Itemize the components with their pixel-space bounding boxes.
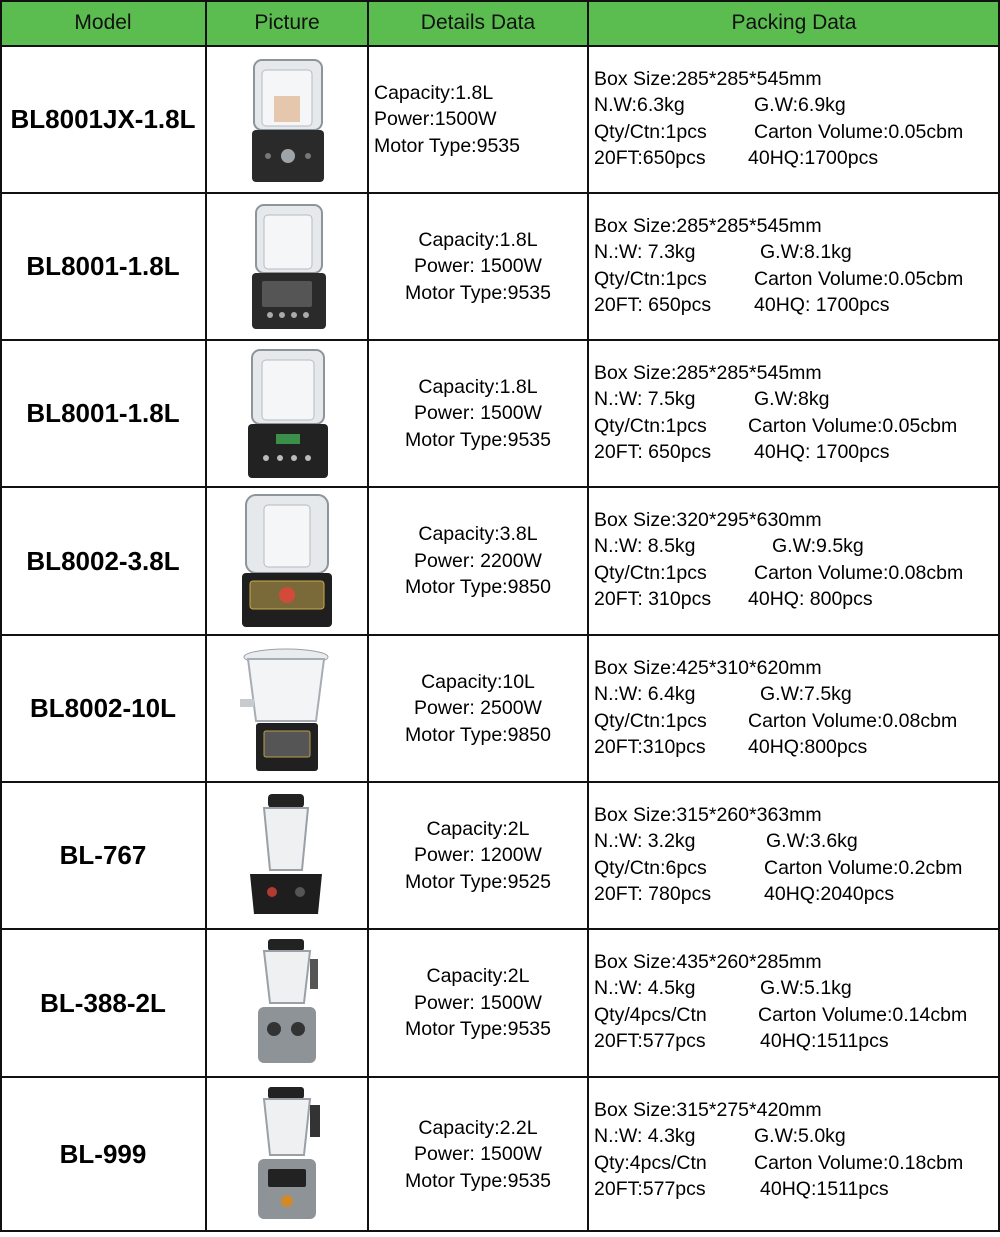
container-20ft: 20FT: 650pcs <box>594 441 712 463</box>
container-40hq: 40HQ: 1700pcs <box>754 294 890 316</box>
container-20ft: 20FT:577pcs <box>594 1030 706 1052</box>
qty-per-carton: Qty/Ctn:1pcs <box>594 121 707 143</box>
carton-volume: Carton Volume:0.08cbm <box>754 562 964 584</box>
power: Power:1500W <box>374 108 497 131</box>
row-divider <box>0 1076 1000 1078</box>
box-size: Box Size:285*285*545mm <box>594 215 822 237</box>
carton-volume: Carton Volume:0.14cbm <box>758 1004 968 1026</box>
qty-per-carton: Qty:4pcs/Ctn <box>594 1152 707 1174</box>
carton-volume: Carton Volume:0.08cbm <box>748 710 958 732</box>
power: Power: 2200W <box>414 549 542 572</box>
gross-weight: G.W:6.9kg <box>754 94 846 116</box>
qty-per-carton: Qty/Ctn:1pcs <box>594 562 707 584</box>
model-cell: BL8001-1.8L <box>26 251 180 281</box>
capacity: Capacity:1.8L <box>418 228 538 251</box>
model-cell: BL8002-10L <box>30 693 176 723</box>
capacity: Capacity:2.2L <box>418 1116 538 1139</box>
row-divider <box>0 45 1000 47</box>
container-20ft: 20FT: 310pcs <box>594 588 712 610</box>
model-cell: BL8002-3.8L <box>26 545 180 576</box>
power: Power: 1500W <box>414 991 542 1014</box>
gross-weight: G.W:3.6kg <box>766 830 858 852</box>
net-weight: N.:W: 4.3kg <box>594 1125 696 1147</box>
container-40hq: 40HQ: 800pcs <box>748 588 873 610</box>
row-divider <box>0 634 1000 636</box>
container-40hq: 40HQ:1700pcs <box>748 147 879 169</box>
box-size: Box Size:285*285*545mm <box>594 362 822 384</box>
carton-volume: Carton Volume:0.05cbm <box>748 415 958 437</box>
capacity: Capacity:1.8L <box>418 375 538 398</box>
box-size: Box Size:320*295*630mm <box>594 509 822 531</box>
gross-weight: G.W:7.5kg <box>760 683 852 705</box>
box-size: Box Size:315*260*363mm <box>594 804 822 826</box>
qty-per-carton: Qty/Ctn:1pcs <box>594 268 707 290</box>
column-divider <box>587 0 589 1232</box>
motor-type: Motor Type:9850 <box>405 576 551 599</box>
net-weight: N.W:6.3kg <box>594 94 685 116</box>
net-weight: N.:W: 6.4kg <box>594 683 696 705</box>
model-cell: BL8001JX-1.8L <box>10 104 196 134</box>
row-divider <box>0 192 1000 194</box>
header-model: Model <box>74 11 132 34</box>
header-packing: Packing Data <box>731 11 857 34</box>
gross-weight: G.W:9.5kg <box>772 535 864 557</box>
container-40hq: 40HQ: 1700pcs <box>754 441 890 463</box>
header-details: Details Data <box>420 11 536 34</box>
power: Power: 1500W <box>414 402 542 425</box>
container-20ft: 20FT:650pcs <box>594 147 706 169</box>
power: Power: 2500W <box>414 697 542 720</box>
motor-type: Motor Type:9535 <box>405 428 551 451</box>
capacity: Capacity:2L <box>426 817 530 840</box>
power: Power: 1500W <box>414 1143 542 1166</box>
qty-per-carton: Qty/4pcs/Ctn <box>594 1004 707 1026</box>
motor-type: Motor Type:9535 <box>405 281 551 304</box>
capacity: Capacity:1.8L <box>374 81 494 104</box>
box-size: Box Size:425*310*620mm <box>594 657 822 679</box>
model-cell: BL-388-2L <box>40 987 166 1018</box>
capacity: Capacity:2L <box>426 965 530 988</box>
container-20ft: 20FT:310pcs <box>594 736 706 758</box>
model-cell: BL8001-1.8L <box>26 398 180 428</box>
box-size: Box Size:435*260*285mm <box>594 951 822 973</box>
net-weight: N.:W: 3.2kg <box>594 830 696 852</box>
motor-type: Motor Type:9535 <box>405 1018 551 1041</box>
column-divider <box>367 0 369 1232</box>
gross-weight: G.W:8kg <box>754 388 830 410</box>
net-weight: N.:W: 7.3kg <box>594 241 696 263</box>
model-cell: BL-999 <box>59 1139 147 1169</box>
motor-type: Motor Type:9535 <box>405 1169 551 1192</box>
header-picture: Picture <box>254 11 320 34</box>
qty-per-carton: Qty/Ctn:1pcs <box>594 415 707 437</box>
row-divider <box>0 339 1000 341</box>
container-20ft: 20FT:577pcs <box>594 1178 706 1200</box>
qty-per-carton: Qty/Ctn:1pcs <box>594 710 707 732</box>
row-divider <box>0 781 1000 783</box>
motor-type: Motor Type:9850 <box>405 723 551 746</box>
container-40hq: 40HQ:1511pcs <box>760 1030 889 1052</box>
motor-type: Motor Type:9535 <box>374 134 520 157</box>
motor-type: Motor Type:9525 <box>405 870 551 893</box>
container-40hq: 40HQ:1511pcs <box>760 1178 889 1200</box>
gross-weight: G.W:8.1kg <box>760 241 852 263</box>
power: Power: 1500W <box>414 255 542 278</box>
capacity: Capacity:3.8L <box>418 523 538 546</box>
power: Power: 1200W <box>414 844 542 867</box>
row-divider <box>0 928 1000 930</box>
container-40hq: 40HQ:2040pcs <box>764 883 895 905</box>
qty-per-carton: Qty/Ctn:6pcs <box>594 857 707 879</box>
gross-weight: G.W:5.0kg <box>754 1125 846 1147</box>
gross-weight: G.W:5.1kg <box>760 977 852 999</box>
carton-volume: Carton Volume:0.05cbm <box>754 268 964 290</box>
carton-volume: Carton Volume:0.2cbm <box>764 857 963 879</box>
row-divider <box>0 486 1000 488</box>
container-20ft: 20FT: 780pcs <box>594 883 712 905</box>
carton-volume: Carton Volume:0.05cbm <box>754 121 964 143</box>
net-weight: N.:W: 8.5kg <box>594 535 696 557</box>
column-divider <box>205 0 207 1232</box>
container-20ft: 20FT: 650pcs <box>594 294 712 316</box>
box-size: Box Size:285*285*545mm <box>594 68 822 90</box>
container-40hq: 40HQ:800pcs <box>748 736 868 758</box>
carton-volume: Carton Volume:0.18cbm <box>754 1152 964 1174</box>
net-weight: N.:W: 4.5kg <box>594 977 696 999</box>
capacity: Capacity:10L <box>421 670 535 693</box>
model-cell: BL-767 <box>59 840 147 870</box>
box-size: Box Size:315*275*420mm <box>594 1099 822 1121</box>
net-weight: N.:W: 7.5kg <box>594 388 696 410</box>
